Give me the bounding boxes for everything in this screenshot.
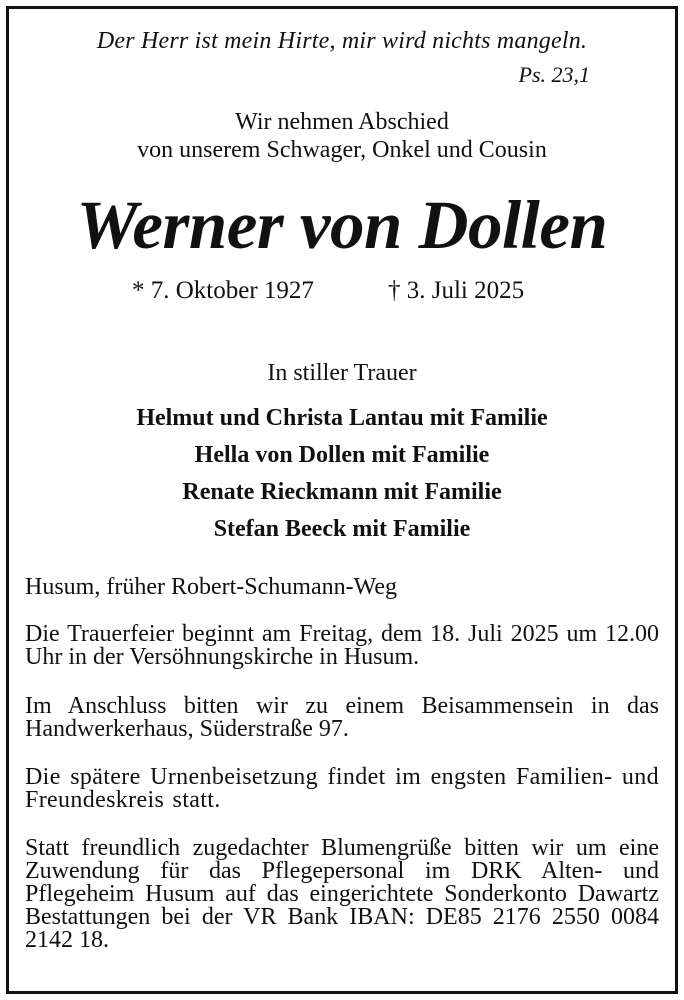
intro-text	[0, 108, 684, 164]
family-entry: Hella von Dollen mit Familie	[194, 442, 490, 468]
family-entry: Helmut und Christa Lantau mit Familie	[136, 405, 548, 431]
funeral-service-info: Die Trauerfeier beginnt am Freitag, dem 18. Juli 2025 um 12.00 Uhr in der Versöhnungskirche in Husum.	[25, 621, 659, 670]
birth-date: * 7. Oktober 1927	[132, 277, 314, 304]
address-line: Husum, früher Robert-Schumann-Weg	[25, 574, 397, 600]
family-entry: Renate Rieckmann mit Familie	[182, 479, 502, 505]
gathering-info: Im Anschluss bitten wir zu einem Beisammensein in das Handwerkerhaus, Süderstraße 97.	[25, 693, 659, 742]
donation-info: Statt freundlich zugedachter Blumengrüße bitten wir um eine Zuwendung für das Pflegepersonal im DRK Alten- und Pflegeheim Husum auf das eingerichtete Sonderkonto Dawartz Bestattungen bei der VR Bank IBAN: DE85 2176 2550 0084 2142 18.	[25, 835, 659, 953]
intro-line-1: Wir nehmen Abschied	[235, 109, 449, 135]
mourning-line: In stiller Trauer	[267, 360, 417, 386]
bible-verse: Der Herr ist mein Hirte, mir wird nichts mangeln.	[96, 28, 588, 54]
burial-info: Die spätere Urnenbeisetzung findet im engsten Familien- und Freundeskreis statt.	[25, 764, 659, 813]
verse-reference: Ps. 23,1	[518, 62, 590, 87]
family-entry: Stefan Beeck mit Familie	[213, 516, 471, 542]
intro-line-2: von unserem Schwager, Onkel und Cousin	[137, 137, 547, 163]
death-date: † 3. Juli 2025	[388, 277, 525, 304]
family-list	[0, 402, 684, 550]
deceased-name: Werner von Dollen	[76, 187, 608, 263]
